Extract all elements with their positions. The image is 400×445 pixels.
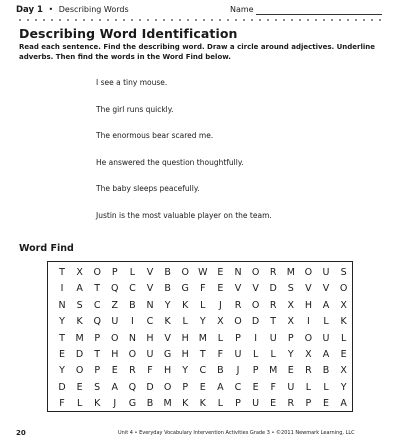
word-find-letter[interactable]: Q [93,316,101,328]
word-find-letter[interactable]: J [236,365,240,377]
word-find-letter[interactable]: M [75,332,84,344]
word-find-letter[interactable]: B [129,299,136,311]
day-label: Day 1 [16,5,43,15]
word-find-letter[interactable]: X [340,365,347,377]
word-find-letter[interactable]: Q [128,381,137,393]
word-find-letter[interactable]: X [287,316,295,328]
word-find-letter[interactable]: L [323,381,329,393]
word-find-letter[interactable]: X [217,316,224,328]
word-find-letter[interactable]: U [322,332,330,344]
word-find-letter[interactable]: A [217,381,224,393]
word-find-letter[interactable]: E [252,381,259,393]
word-find-letter[interactable]: E [217,283,224,295]
word-find-letter[interactable]: P [235,332,241,344]
directions: Read each sentence. Find the describing word. Draw a circle around adjectives. Underline adverbs. Then find the words in the Word Find below. [19,43,375,61]
word-find-letter[interactable]: K [94,398,101,410]
word-find-letter[interactable]: L [270,349,276,360]
word-find-letter[interactable]: K [199,398,206,410]
word-find-letter[interactable]: C [93,299,101,311]
word-find-row [48,264,352,282]
word-find-letter[interactable]: P [252,365,259,377]
word-find-letter[interactable]: V [146,283,154,295]
word-find-letter[interactable]: T [59,267,65,278]
word-find-letter[interactable]: E [322,398,329,410]
word-find-row [48,280,352,298]
word-find-letter[interactable]: H [181,332,189,344]
word-find-letter[interactable]: L [200,299,206,311]
dotted-divider [16,18,384,22]
word-find-grid [47,261,353,412]
word-find-letter[interactable]: T [270,316,277,328]
sentence-3[interactable]: The enormous bear scared me. [96,131,214,140]
word-find-letter[interactable]: E [287,365,294,377]
word-find-letter[interactable]: R [269,299,277,311]
word-find-letter[interactable]: F [217,349,224,360]
word-find-letter[interactable]: N [58,299,66,311]
word-find-letter[interactable]: X [305,349,312,360]
word-find-letter[interactable]: P [111,267,118,278]
word-find-letter[interactable]: P [94,365,101,377]
word-find-letter[interactable]: Y [199,316,206,328]
word-find-letter[interactable]: T [94,283,101,295]
word-find-letter[interactable]: N [128,332,136,344]
word-find-letter[interactable]: C [129,283,136,295]
word-find-letter[interactable]: V [322,283,330,295]
sentence-2[interactable]: The girl runs quickly. [96,104,174,114]
word-find-letter[interactable]: V [164,332,171,344]
word-find-letter[interactable]: V [305,283,312,295]
word-find-letter[interactable]: L [340,332,347,344]
word-find-letter[interactable]: U [269,332,277,344]
word-find-letter[interactable]: E [217,267,224,278]
word-find-letter[interactable]: U [146,349,154,360]
word-find-letter[interactable]: C [199,365,207,377]
word-find-letter[interactable]: P [235,398,241,410]
word-find-letter[interactable]: Y [59,365,65,377]
word-find-letter[interactable]: H [146,332,154,344]
word-find-letter[interactable]: K [182,299,189,311]
word-find-letter[interactable]: X [340,299,347,311]
word-find-letter[interactable]: A [76,283,83,295]
word-find-letter[interactable]: K [76,316,83,328]
sentence-4[interactable]: He answered the question thoughtfully. [96,157,244,167]
page-number: 20 [16,429,26,437]
word-find-letter[interactable]: R [234,299,242,311]
word-find-letter[interactable]: T [94,349,101,360]
word-find-letter[interactable]: Y [59,316,65,328]
word-find-letter[interactable]: I [130,316,134,328]
word-find-letter[interactable]: O [304,267,313,278]
word-find-letter[interactable]: O [181,267,189,278]
word-find-letter[interactable]: U [287,381,295,393]
word-find-letter[interactable]: U [322,267,330,278]
word-find-letter[interactable]: H [111,349,119,360]
word-find-letter[interactable]: B [164,283,171,295]
word-find-letter[interactable]: O [163,381,172,393]
word-find-row [48,362,352,380]
word-find-letter[interactable]: O [339,283,348,295]
word-find-letter[interactable]: L [129,267,136,278]
word-find-letter[interactable]: A [340,398,347,410]
sentence-5[interactable]: The baby sleeps peacefully. [96,184,200,193]
word-find-letter[interactable]: F [200,283,206,295]
header-bullet: • [48,5,54,14]
word-find-letter[interactable]: G [181,283,189,295]
word-find-letter[interactable]: H [181,349,189,360]
word-find-letter[interactable]: T [199,349,206,360]
word-find-letter[interactable]: V [234,283,242,295]
word-find-letter[interactable]: O [128,349,137,360]
word-find-letter[interactable]: D [146,381,154,393]
word-find-letter[interactable]: G [163,349,172,360]
word-find-letter[interactable]: K [182,398,189,410]
word-find-letter[interactable]: E [199,381,206,393]
word-find-letter[interactable]: R [269,267,277,278]
word-find-letter[interactable]: C [146,316,154,328]
word-find-letter[interactable]: I [254,332,257,344]
word-find-row [48,297,352,315]
word-find-letter[interactable]: K [340,316,347,328]
word-find-letter[interactable]: L [217,332,224,344]
word-find-letter[interactable]: X [287,299,295,311]
word-find-letter[interactable]: B [146,398,154,410]
word-find-letter[interactable]: N [146,299,154,311]
word-find-letter[interactable]: S [94,381,101,393]
word-find-letter[interactable]: D [75,349,84,360]
word-find-letter[interactable]: W [198,267,208,278]
word-find-letter[interactable]: M [286,267,295,278]
word-find-letter[interactable]: Y [164,299,171,311]
word-find-letter[interactable]: H [304,299,312,311]
word-find-letter[interactable]: P [305,398,312,410]
name-label: Name [230,5,254,14]
word-find-letter[interactable]: H [164,365,172,377]
word-find-row [48,395,352,413]
word-find-letter[interactable]: O [304,332,313,344]
word-find-letter[interactable]: E [76,381,83,393]
word-find-letter[interactable]: Y [340,381,347,393]
sentence-1[interactable]: I see a tiny mouse. [96,78,168,87]
footer-text: Unit 4 • Everyday Vocabulary Intervention Activities Grade 3 • ©2011 Newmark Learning, LLC [118,430,355,436]
word-find-letter[interactable]: L [182,316,188,328]
word-find-row [48,379,352,397]
word-find-letter[interactable]: O [111,332,119,344]
word-find-letter[interactable]: E [111,365,118,377]
word-find-letter[interactable]: B [217,365,224,377]
word-find-letter[interactable]: D [58,381,66,393]
word-find-letter[interactable]: T [59,332,65,344]
header-bar [16,3,384,17]
name-line[interactable] [256,14,382,15]
word-find-letter[interactable]: Z [111,299,119,311]
word-find-letter[interactable]: C [234,381,242,393]
word-find-letter[interactable]: J [113,398,117,410]
word-find-letter[interactable]: G [128,398,137,410]
word-find-row [48,346,352,364]
word-find-letter[interactable]: O [234,316,242,328]
word-find-letter[interactable]: R [305,365,312,377]
word-find-letter[interactable]: K [164,316,171,328]
word-find-letter[interactable]: F [270,381,276,393]
word-find-letter[interactable]: V [252,283,259,295]
word-find-letter[interactable]: R [129,365,136,377]
word-find-letter[interactable]: P [287,332,294,344]
word-find-letter[interactable]: S [287,283,294,295]
word-find-letter[interactable]: M [163,398,172,410]
word-find-row [48,330,352,348]
word-find-letter[interactable]: U [252,398,260,410]
word-find-letter[interactable]: X [76,267,83,278]
word-find-letter[interactable]: J [218,299,222,311]
word-find-letter[interactable]: E [340,349,347,360]
word-find-letter[interactable]: A [111,381,119,393]
word-find-letter[interactable]: U [234,349,242,360]
word-find-letter[interactable]: Q [111,283,119,295]
word-find-letter[interactable]: D [269,283,277,295]
word-find-letter[interactable]: M [198,332,207,344]
word-find-letter[interactable]: R [287,398,295,410]
word-find-letter[interactable]: L [252,349,259,360]
word-find-letter[interactable]: F [147,365,153,377]
word-find-letter[interactable]: Y [287,349,294,360]
word-find-letter[interactable]: I [306,316,310,328]
sentence-6[interactable]: Justin is the most valuable player on the team. [96,210,272,220]
word-find-letter[interactable]: O [251,299,260,311]
word-find-letter[interactable]: U [111,316,119,328]
word-find-letter[interactable]: A [322,349,330,360]
word-find-letter[interactable]: M [269,365,278,377]
word-find-letter[interactable]: Y [182,365,189,377]
word-find-letter[interactable]: L [76,398,83,410]
word-find-letter[interactable]: O [251,267,260,278]
word-find-letter[interactable]: D [251,316,260,328]
word-find-letter[interactable]: E [270,398,277,410]
word-find-letter[interactable]: O [93,267,101,278]
word-find-letter[interactable]: B [322,365,330,377]
word-find-letter[interactable]: N [234,267,242,278]
page-title: Describing Word Identification [19,26,238,41]
word-find-title: Word Find [19,243,74,254]
word-find-letter[interactable]: B [164,267,171,278]
word-find-letter[interactable]: L [305,381,312,393]
word-find-letter[interactable]: V [146,267,154,278]
word-find-letter[interactable]: P [94,332,101,344]
word-find-letter[interactable]: E [58,349,65,360]
word-find-letter[interactable]: S [76,299,83,311]
word-find-letter[interactable]: L [323,316,329,328]
word-find-letter[interactable]: P [182,381,189,393]
word-find-letter[interactable]: F [59,398,65,410]
word-find-letter[interactable]: O [75,365,84,377]
word-find-letter[interactable]: L [217,398,224,410]
word-find-letter[interactable]: S [340,267,347,278]
word-find-letter[interactable]: A [322,299,330,311]
word-find-letter[interactable]: I [60,283,64,295]
header-subtitle: Describing Words [58,5,129,14]
word-find-row [48,313,352,331]
